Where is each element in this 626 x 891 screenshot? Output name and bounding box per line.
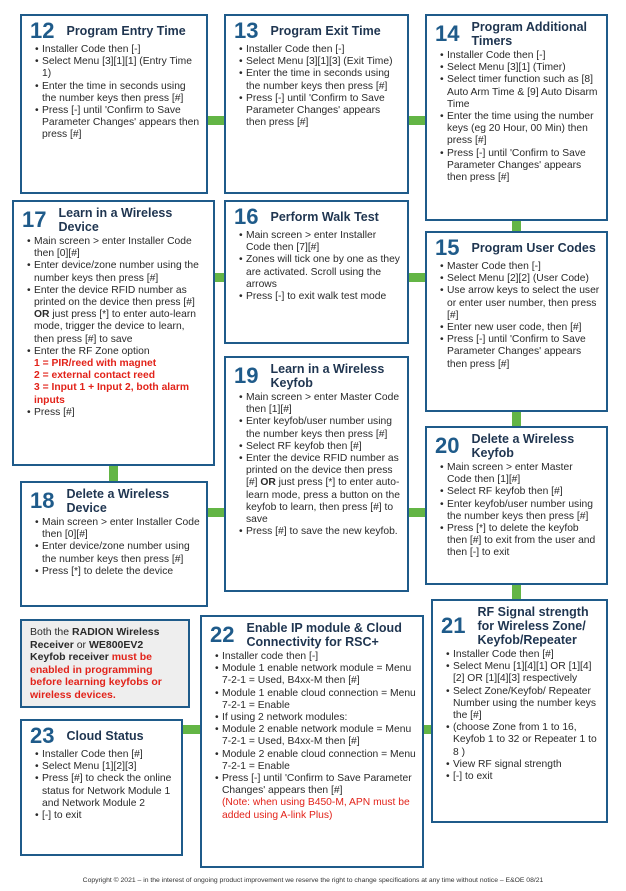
connector <box>408 116 426 125</box>
note-keyfob-receiver-name: WE800EV2 Keyfob receiver <box>30 638 144 663</box>
step-title: Perform Walk Test <box>270 210 379 224</box>
step-item: • Enter the time in seconds using the number keys then press [#] <box>239 68 401 92</box>
step-title: Learn in a Wireless Device <box>58 206 173 234</box>
step-item: • Main screen > enter Installer Code then [0][#] <box>27 236 207 260</box>
note-warning: must be enabled in programming before learning keyfobs or wireless devices. <box>30 651 162 701</box>
step-20-box <box>425 426 608 585</box>
step-item: • Press [#] to check the online status for Network Module 1 and Network Module 2 <box>35 773 175 810</box>
step-item: • Press [*] to delete the keyfob then [#] to exit from the user and then [-] to exit <box>440 523 600 560</box>
step-item: • Press [-] until 'Confirm to Save Parameter Changes' appears then press [#] <box>239 93 401 130</box>
step-item <box>27 285 207 346</box>
wireless-receiver-note <box>20 619 190 708</box>
step-title: Cloud Status <box>66 729 144 743</box>
step-23-box <box>20 719 183 856</box>
step-item: • [-] to exit <box>446 771 600 783</box>
step-number: 12 <box>30 18 55 43</box>
step-item: • Select Zone/Keyfob/ Repeater Number using the number keys the [#] <box>446 686 600 723</box>
step-title: Program Exit Time <box>270 24 381 38</box>
step-number: 17 <box>22 207 47 232</box>
rf-option-2: 2 = external contact reed <box>34 370 156 382</box>
step-number: 20 <box>435 433 460 458</box>
step-number: 23 <box>30 723 55 748</box>
step-21-box <box>431 599 608 823</box>
step-item: • Select RF keyfob then [#] <box>440 486 600 498</box>
step-title: Enable IP module & Cloud Connectivity for RSC+ <box>246 621 402 649</box>
step-item: • Press [#] to save the new keyfob. <box>239 526 401 538</box>
step-item: • Main screen > enter Installer Code then [0][#] <box>35 517 200 541</box>
step-item: • Select Menu [3][1][3] (Exit Time) <box>239 56 401 68</box>
step-number: 15 <box>435 235 460 260</box>
rf-option-1: 1 = PIR/reed with magnet <box>34 358 157 370</box>
step-item: • Installer code then [-] <box>215 651 416 663</box>
step-item: • Module 2 enable cloud connection = Menu 7-2-1 = Enable <box>215 749 416 773</box>
step-item: • Zones will tick one by one as they are activated. Scroll using the arrows <box>239 254 401 291</box>
step-item: • Select RF keyfob then [#] <box>239 441 401 453</box>
step-title: RF Signal strength for Wireless Zone/ Keyfob/Repeater <box>477 605 589 647</box>
step-17-box <box>12 200 215 466</box>
step-number: 19 <box>234 363 259 388</box>
step-22-box <box>200 615 424 868</box>
step-item: • Module 2 enable network module = Menu 7-2-1 = Used, B4xx-M then [#] <box>215 724 416 748</box>
step-19-box <box>224 356 409 592</box>
step-item: • Enter device/zone number using the number keys then press [#] <box>27 260 207 284</box>
step-item: • Select Menu [3][1][1] (Entry Time 1) <box>35 56 200 80</box>
step-item <box>27 346 207 407</box>
step-title: Program User Codes <box>471 241 596 255</box>
step-13-box <box>224 14 409 194</box>
step-item: • If using 2 network modules: <box>215 712 416 724</box>
step-item: • Master Code then [-] <box>440 261 600 273</box>
step-item: • View RF signal strength <box>446 759 600 771</box>
step-item: • Installer Code then [-] <box>35 44 200 56</box>
step-text: Enter the device RFID number as printed on the device then press [#] <box>34 284 195 309</box>
step-item: • Press [#] <box>27 407 207 419</box>
step-item: • Use arrow keys to select the user or enter user number, then press [#] <box>440 285 600 322</box>
step-item: • Press [*] to delete the device <box>35 566 200 578</box>
note-receiver-name: RADION Wireless Receiver <box>30 626 160 651</box>
connector <box>408 273 426 282</box>
step-text: just press [*] to enter auto-learn mode, press a button on the keyfob to learn, then press [#] to save <box>246 477 400 526</box>
note-text: or <box>73 638 89 651</box>
connector <box>207 508 225 517</box>
step-item: • (choose Zone from 1 to 16, Keyfob 1 to 32 or Repeater 1 to 8 ) <box>446 722 600 759</box>
note-text: Both the <box>30 626 73 638</box>
step-text: just press [*] to enter auto-learn mode, trigger the device to learn, then press [#] to save <box>34 309 196 345</box>
step-item: • Enter device/zone number using the number keys then press [#] <box>35 541 200 565</box>
step-item: • Press [-] until 'Confirm to Save Parameter Changes' appears then [#] <box>215 773 416 797</box>
or-text: OR <box>34 309 50 321</box>
step-item: • Module 1 enable network module = Menu 7-2-1 = Used, B4xx-M then [#] <box>215 663 416 687</box>
step-item <box>239 453 401 526</box>
step-12-box <box>20 14 208 194</box>
connector <box>512 583 521 599</box>
step-number: 13 <box>234 18 259 43</box>
step-item: • Press [-] until 'Confirm to Save Parameter Changes' appears then press [#] <box>440 334 600 371</box>
step-text: Enter the device RFID number as printed on the device then press [#] <box>246 453 399 489</box>
step-item: • Press [-] until 'Confirm to Save Parameter Changes' appears then press [#] <box>35 105 200 142</box>
copyright-footer: Copyright © 2021 – in the interest of ongoing product improvement we reserve the right to change specifications at any time without notice – E&OE 08/21 <box>82 877 544 884</box>
step-item: • Select Menu [2][2] (User Code) <box>440 273 600 285</box>
step-15-box <box>425 231 608 412</box>
rf-option-3: 3 = Input 1 + Input 2, both alarm inputs <box>34 382 190 406</box>
step-number: 18 <box>30 488 55 513</box>
step-item: • Main screen > enter Master Code then [1][#] <box>239 392 401 416</box>
step-item: • [-] to exit <box>35 810 175 822</box>
step-number: 21 <box>441 613 466 638</box>
step-item: • Installer Code then [#] <box>35 749 175 761</box>
step-item: • Installer Code then [-] <box>239 44 401 56</box>
step-item: • Select Menu [3][1] (Timer) <box>440 62 600 74</box>
step-item: • Select Menu [1][4][1] OR [1][4][2] OR [1][4][3] respectively <box>446 661 600 685</box>
step-item: • Installer Code then [#] <box>446 649 600 661</box>
step-item: • Module 1 enable cloud connection = Menu 7-2-1 = Enable <box>215 688 416 712</box>
step-title: Delete a Wireless Keyfob <box>471 432 575 460</box>
step-item: • Enter the time in seconds using the number keys then press [#] <box>35 81 200 105</box>
connector <box>182 725 201 734</box>
step-text: Enter the RF Zone option <box>34 345 150 357</box>
step-number: 16 <box>234 204 259 229</box>
step-item: • Main screen > enter Master Code then [1][#] <box>440 462 600 486</box>
step-item: • Press [-] until 'Confirm to Save Parameter Changes' appears then press [#] <box>440 148 600 185</box>
or-text: OR <box>260 477 276 489</box>
step-title: Delete a Wireless Device <box>66 487 170 515</box>
connector <box>408 508 426 517</box>
step-item: • Select timer function such as [8] Auto Arm Time & [9] Auto Disarm Time <box>440 74 600 111</box>
step-number: 14 <box>435 21 460 46</box>
step-item: • Main screen > enter Installer Code then [7][#] <box>239 230 401 254</box>
step-14-box <box>425 14 608 221</box>
step-item: • Enter the time using the number keys (eg 20 Hour, 00 Min) then press [#] <box>440 111 600 148</box>
step-title: Program Entry Time <box>66 24 186 38</box>
step-item: • Enter keyfob/user number using the number keys then press [#] <box>239 416 401 440</box>
step-title: Learn in a Wireless Keyfob <box>270 362 385 390</box>
step-item: • Enter new user code, then [#] <box>440 322 600 334</box>
step-item: • Press [-] to exit walk test mode <box>239 291 401 303</box>
step-18-box <box>20 481 208 607</box>
step-16-box <box>224 200 409 344</box>
step-item: • Installer Code then [-] <box>440 50 600 62</box>
step-item: • Select Menu [1][2][3] <box>35 761 175 773</box>
connector <box>207 116 225 125</box>
step-item: • Enter keyfob/user number using the number keys then press [#] <box>440 499 600 523</box>
step-title: Program Additional Timers <box>471 20 587 48</box>
step-number: 22 <box>210 622 235 647</box>
apn-note: (Note: when using B450-M, APN must be added using A-link Plus) <box>222 797 410 821</box>
